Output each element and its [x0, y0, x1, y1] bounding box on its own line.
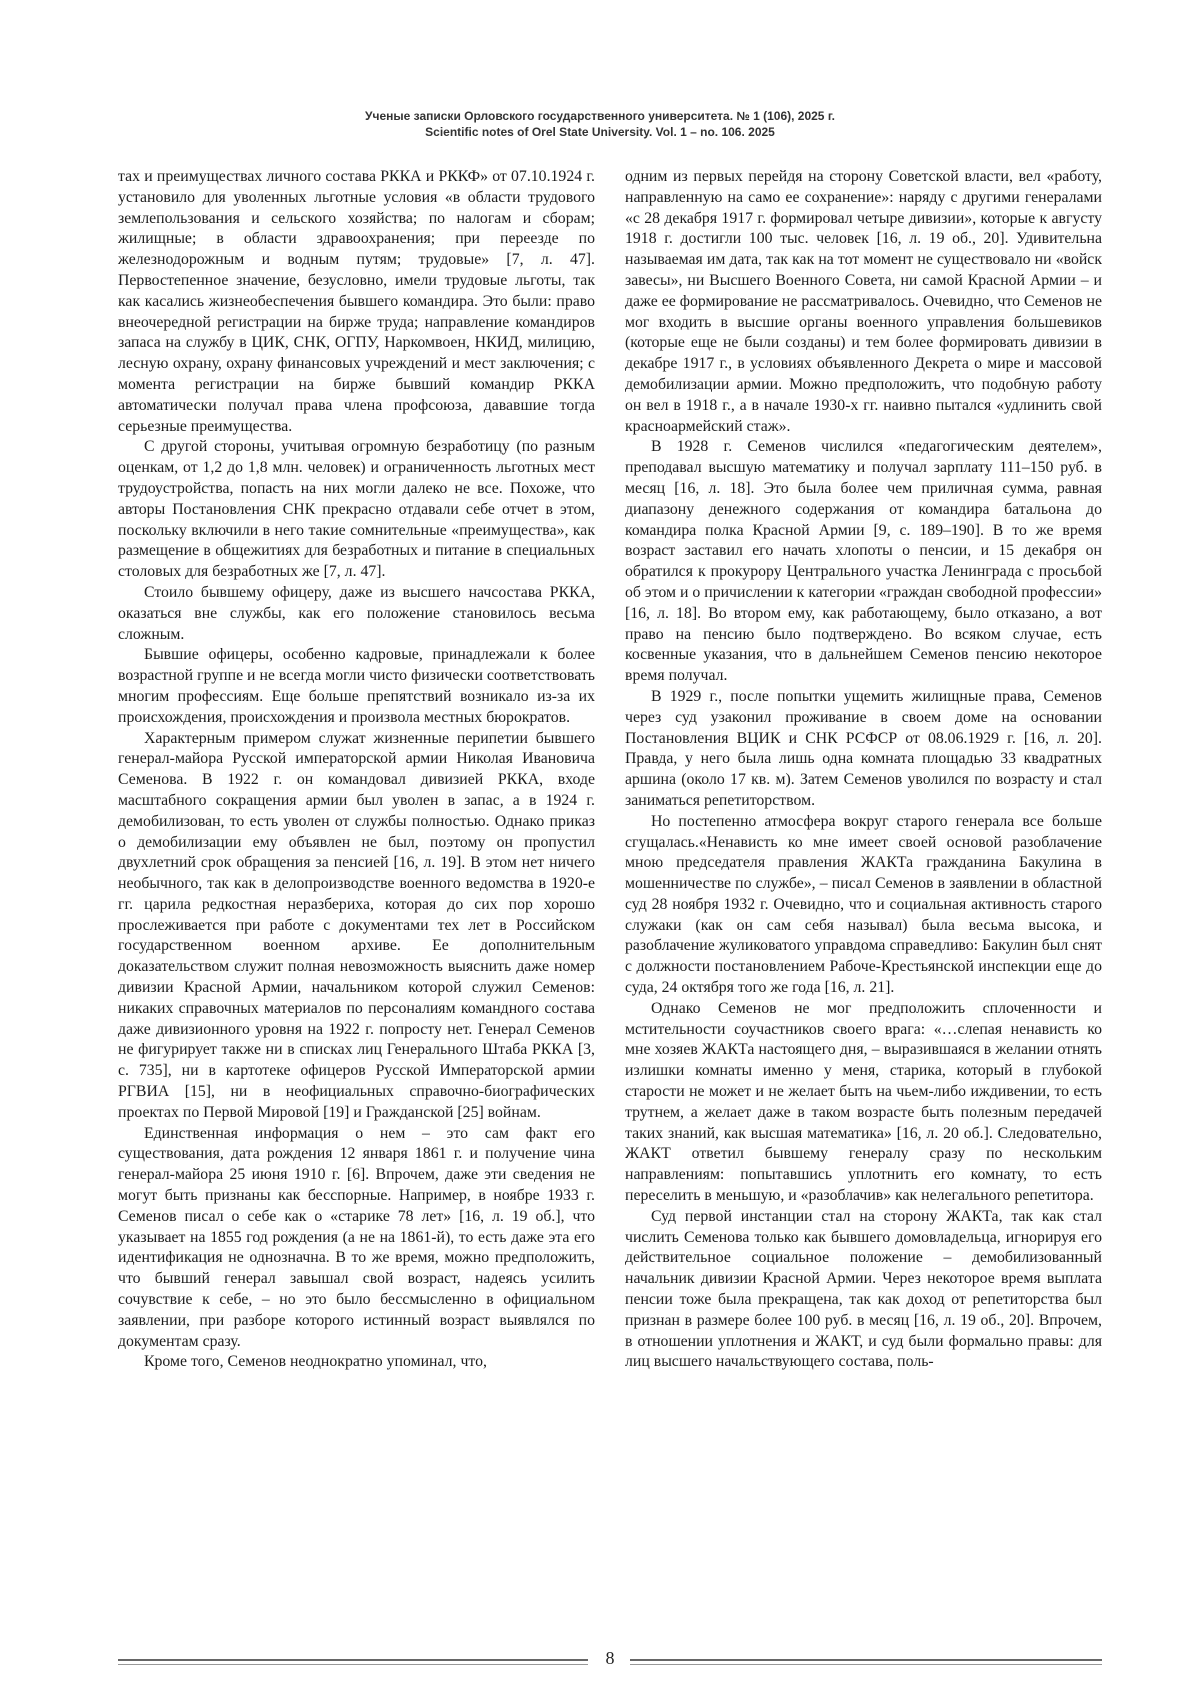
paragraph: Стоило бывшему офицеру, даже из высшего начсостава РККА, оказаться вне службы, как его положение становилось весьма сложным. — [118, 583, 595, 643]
paragraph: Однако Семенов не мог предположить сплоченности и мстительности соучастников своего врага: «…слепая ненависть ко мне хозяев ЖАКТа настоящего дня, – выразившаяся в желании отнять излишки комнаты именно у меня, старика, который в глубокой старости не может и не желает быть на чьем-либо иждивении, то есть трутнем, а желает даже в таком возрасте быть полезным передачей таких знаний, как высшая математика» [16, л. 20 об.]. Следовательно, ЖАКТ ответил бывшему генералу сразу по нескольким направлениям: попытавшись уплотнить его комнату, то есть переселить в меньшую, и «разоблачив» как нелегального репетитора. — [625, 999, 1102, 1205]
footer-rule-right — [630, 1659, 1102, 1665]
right-column — [625, 167, 1102, 1373]
running-header-ru: Ученые записки Орловского государственного университета. № 1 (106), 2025 г. — [365, 109, 835, 123]
paragraph: Суд первой инстанции стал на сторону ЖАКТа, так как стал числить Семенова только как бывшего домовладельца, игнорируя его действительное социальное положение – демобилизованный начальник дивизии Красной Армии. Через некоторое время выплата пенсии тоже была прекращена, так как доход от репетиторства был признан в размере более 100 руб. в месяц [16, л. 19 об., 20]. Впрочем, в отношении уплотнения и ЖАКТ, и суд были формально правы: для лиц высшего начальствующего состава, поль- — [625, 1207, 1102, 1371]
paragraph: Но постепенно атмосфера вокруг старого генерала все больше сгущалась.«Ненависть ко мне имеет своей основой разоблачение мною председателя правления ЖАКТа гражданина Бакулина в мошенничестве по службе», – писал Семенов в заявлении в областной суд 28 ноября 1932 г. Очевидно, что и социальная активность старого служаки (как он сам себя называл) была весьма высока, и разоблачение жуликоватого управдома справедливо: Бакулин был снят с должности постановлением Рабоче-Крестьянской инспекции еще до суда, 24 октября того же года [16, л. 21]. — [625, 812, 1102, 997]
paragraph: Бывшие офицеры, особенно кадровые, принадлежали к более возрастной группе и не всегда могли чисто физически соответствовать многим профессиям. Еще больше препятствий возникало из-за их происхождения, происхождения и произвола местных бюрократов. — [118, 646, 595, 726]
paragraph: тах и преимуществах личного состава РККА и РККФ» от 07.10.1924 г. установило для уволенных льготные условия «в области трудового землепользования и сельского хозяйства; по налогам и сборам; жилищные; в области здравоохранения; при переезде по железнодорожным и водным путям; трудовые» [7, л. 47]. Первостепенное значение, безусловно, имели трудовые льготы, так как касались жизнеобеспечения бывшего командира. Это были: право внеочередной регистрации на бирже труда; направление командиров запаса на службу в ЦИК, СНК, ОГПУ, Наркомвоен, НКИД, милицию, лесную охрану, охрану финансовых учреждений и мест заключения; с момента регистрации на бирже бывший командир РККА автоматически получал права члена профсоюза, дававшие тогда серьезные преимущества. — [118, 168, 595, 435]
paragraph: Характерным примером служат жизненные перипетии бывшего генерал-майора Русской императорской армии Николая Ивановича Семенова. В 1922 г. он командовал дивизией РККА, входе масштабного сокращения армии был уволен в запас, а в 1924 г. демобилизован, то есть уволен от службы полностью. Однако приказ о демобилизации ему объявлен не был, поэтому он пропустил двухлетний срок обращения за пенсией [16, л. 19]. В этом нет ничего необычного, так как в делопроизводстве военного ведомства в 1920-е гг. царила редкостная неразбериха, которая до сих пор хорошо прослеживается при работе с документами тех лет в Российском государственном военном архиве. Ее дополнительным доказательством служит полная невозможность выяснить даже номер дивизии Красной Армии, начальником которой служил Семенов: никаких справочных материалов по персоналиям командного состава даже дивизионного уровня на 1922 г. попросту нет. Генерал Семенов не фигурирует также ни в списках лиц Генерального Штаба РККА [3, с. 735], ни в картотеке офицеров Русской Императорской армии РГВИА [15], ни в неофициальных справочно-биографических проектах по Первой Мировой [19] и Гражданской [25] войнам. — [118, 729, 595, 1121]
paragraph: С другой стороны, учитывая огромную безработицу (по разным оценкам, от 1,2 до 1,8 млн. человек) и ограниченность льготных мест трудоустройства, попасть на них могли далеко не все. Похоже, что авторы Постановления СНК прекрасно отдавали себе отчет в этом, поскольку включили в него такие сомнительные «преимущества», как размещение в общежитиях для безработных и питание в специальных столовых для безработных же [7, л. 47]. — [118, 438, 595, 581]
paragraph: Единственная информация о нем – это сам факт его существования, дата рождения 12 января 1861 г. и получение чина генерал-майора 25 июня 1910 г. [6]. Впрочем, даже эти сведения не могут быть признаны как бесспорные. Например, в ноябре 1933 г. Семенов писал о себе как о «старике 78 лет» [16, л. 19 об.], что указывает на 1855 год рождения (а не на 1861-й), то есть даже эта его идентификация не однозначна. В то же время, можно предположить, что бывший генерал завышал свой возраст, надеясь усилить сочувствие к себе, – но это было бессмысленно в официальном заявлении, при разборе которого истинный возраст выявлялся по документам сразу. — [118, 1124, 595, 1350]
page-number: 8 — [605, 1648, 615, 1668]
left-column — [118, 167, 595, 1373]
running-header-en: Scientific notes of Orel State University. Vol. 1 – no. 106. 2025 — [425, 125, 775, 139]
paragraph: В 1928 г. Семенов числился «педагогическим деятелем», преподавал высшую математику и получал зарплату 111–150 руб. в месяц [16, л. 18]. Это была более чем приличная сумма, равная диапазону денежного содержания от командира батальона до командира полка Красной Армии [9, с. 189–190]. В то же время возраст заставил его начать хлопоты о пенсии, и 15 декабря он обратился к прокурору Центрального участка Ленинграда с просьбой об этом и о причислении к категории «граждан свободной профессии» [16, л. 18]. Во втором ему, как работающему, было отказано, а вот право на пенсию было подтверждено. Во всяком случае, есть косвенные указания, что в дальнейшем Семенов пенсию некоторое время получал. — [625, 438, 1102, 685]
footer-rule-left — [118, 1659, 588, 1665]
paragraph: Кроме того, Семенов неоднократно упоминал, что, — [144, 1353, 487, 1371]
paragraph: В 1929 г., после попытки ущемить жилищные права, Семенов через суд узаконил проживание в своем доме на основании Постановления ВЦИК и СНК РСФСР от 08.06.1929 г. [16, л. 20]. Правда, у него была лишь одна комната площадью 33 квадратных аршина (около 17 кв. м). Затем Семенов уволился по возрасту и стал заниматься репетиторством. — [625, 687, 1102, 809]
paragraph: одним из первых перейдя на сторону Советской власти, вел «работу, направленную на само ее сохранение»: наряду с другими генералами «с 28 декабря 1917 г. формировал четыре дивизии», которые к августу 1918 г. достигли 100 тыс. человек [16, л. 19 об., 20]. Удивительна называемая им дата, так как на тот момент не существовало ни «войск завесы», ни Высшего Военного Совета, ни самой Красной Армии – и даже ее формирование не рассматривалось. Очевидно, что Семенов не мог входить в высшие органы военного управления большевиков (которые еще не были созданы) и тем более формировать дивизии в декабре 1917 г., в условиях объявленного Декрета о мире и массовой демобилизации армии. Можно предположить, что подобную работу он вел в 1918 г., а в начале 1930-х гг. наивно пытался «удлинить свой красноармейский стаж». — [625, 168, 1102, 435]
